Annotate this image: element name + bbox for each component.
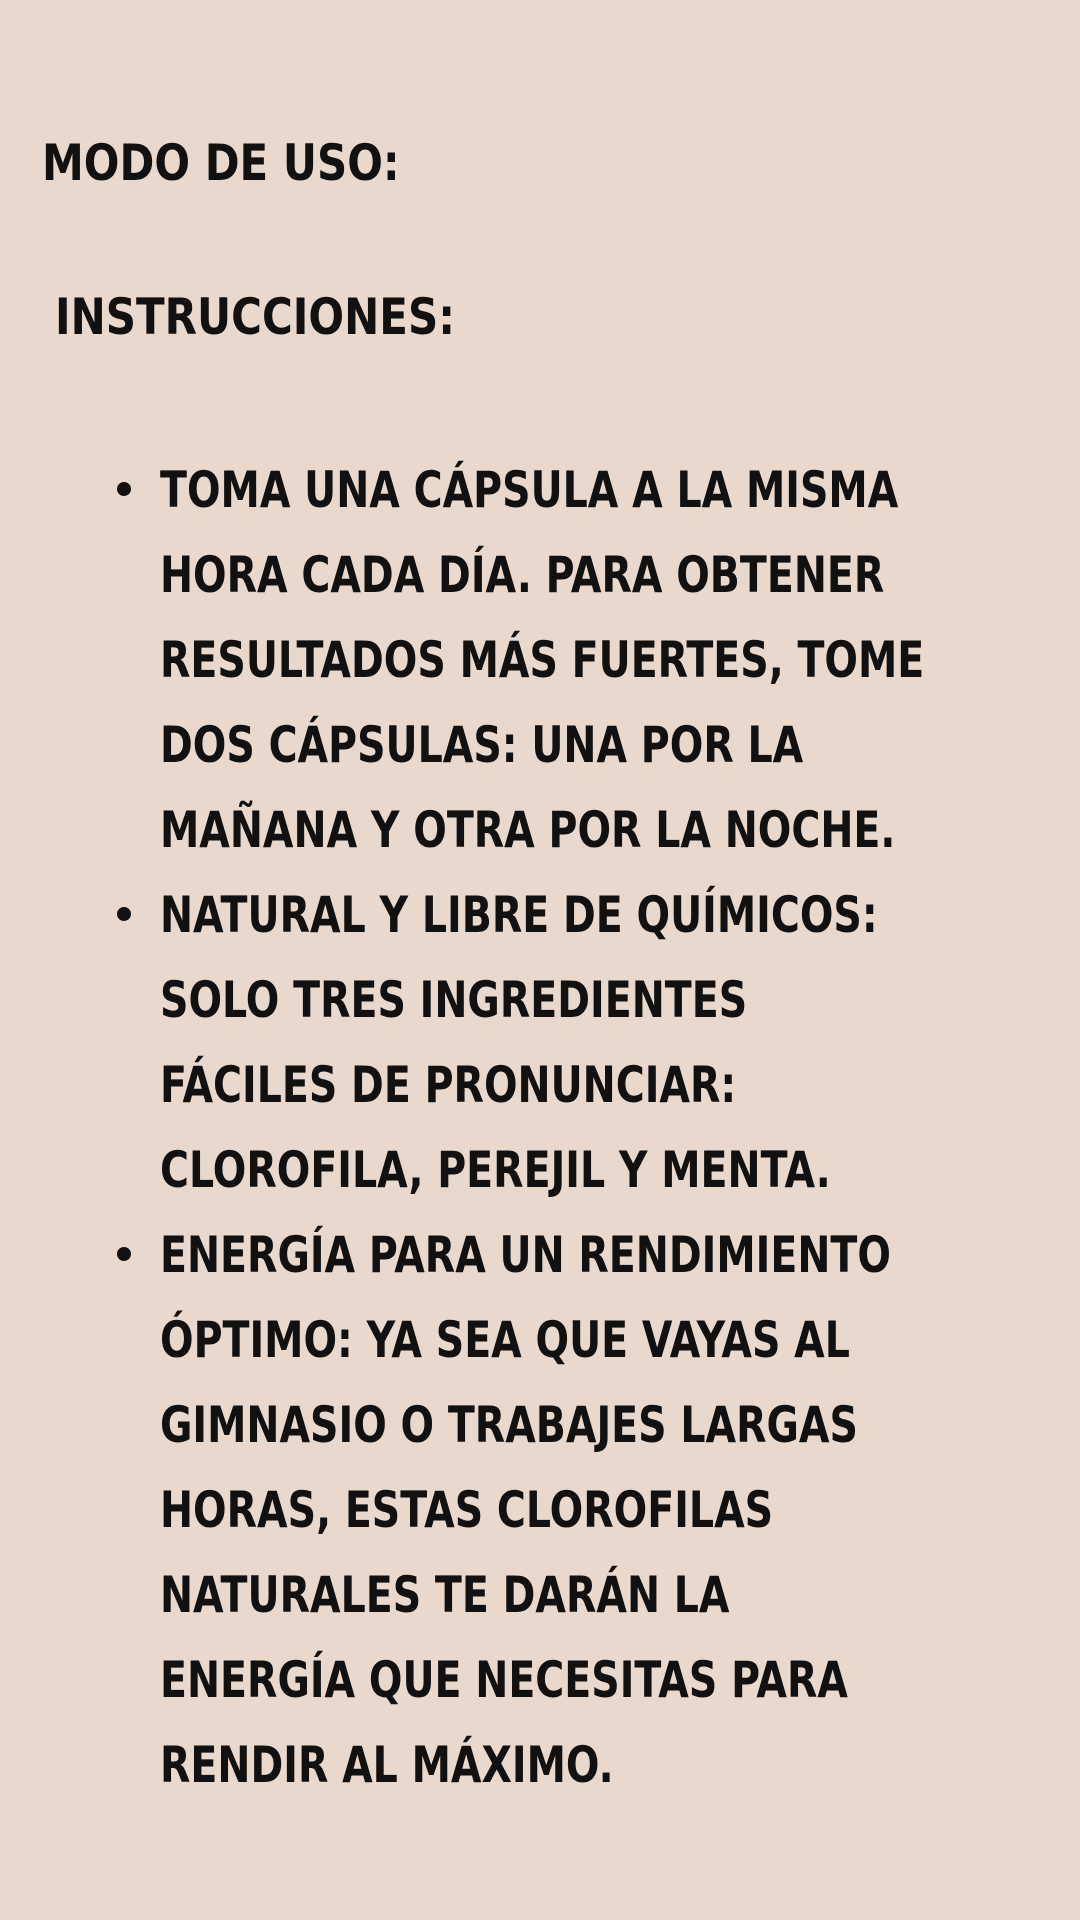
instruction-line: FÁCILES DE PRONUNCIAR: [160, 1056, 737, 1114]
instruction-line: TOMA UNA CÁPSULA A LA MISMA [160, 461, 899, 519]
instruction-line: RESULTADOS MÁS FUERTES, TOME [160, 631, 925, 689]
instruction-line: DOS CÁPSULAS: UNA POR LA [160, 716, 804, 774]
instruction-line: SOLO TRES INGREDIENTES [160, 971, 748, 1029]
instruction-item [0, 873, 920, 1213]
instruction-line: ENERGÍA QUE NECESITAS PARA [160, 1651, 848, 1709]
page-title: MODO DE USO: [42, 134, 400, 192]
instruction-list [0, 448, 1080, 1808]
instruction-line: ENERGÍA PARA UN RENDIMIENTO [160, 1226, 891, 1284]
instruction-line: HORA CADA DÍA. PARA OBTENER [160, 546, 885, 604]
instruction-line: MAÑANA Y OTRA POR LA NOCHE. [160, 801, 896, 859]
instruction-line: ÓPTIMO: YA SEA QUE VAYAS AL [160, 1311, 850, 1369]
instruction-item [0, 1213, 920, 1808]
instruction-line: CLOROFILA, PEREJIL Y MENTA. [160, 1141, 831, 1199]
bullet-icon [117, 482, 131, 496]
instruction-item [0, 448, 925, 873]
instructions-heading: INSTRUCCIONES: [55, 288, 455, 346]
instruction-line: GIMNASIO O TRABAJES LARGAS [160, 1396, 858, 1454]
instruction-line: NATURAL Y LIBRE DE QUÍMICOS: [160, 886, 878, 944]
bullet-icon [117, 907, 131, 921]
instruction-line: HORAS, ESTAS CLOROFILAS [160, 1481, 774, 1539]
bullet-icon [117, 1247, 131, 1261]
instruction-line: RENDIR AL MÁXIMO. [160, 1736, 614, 1794]
instruction-line: NATURALES TE DARÁN LA [160, 1566, 730, 1624]
